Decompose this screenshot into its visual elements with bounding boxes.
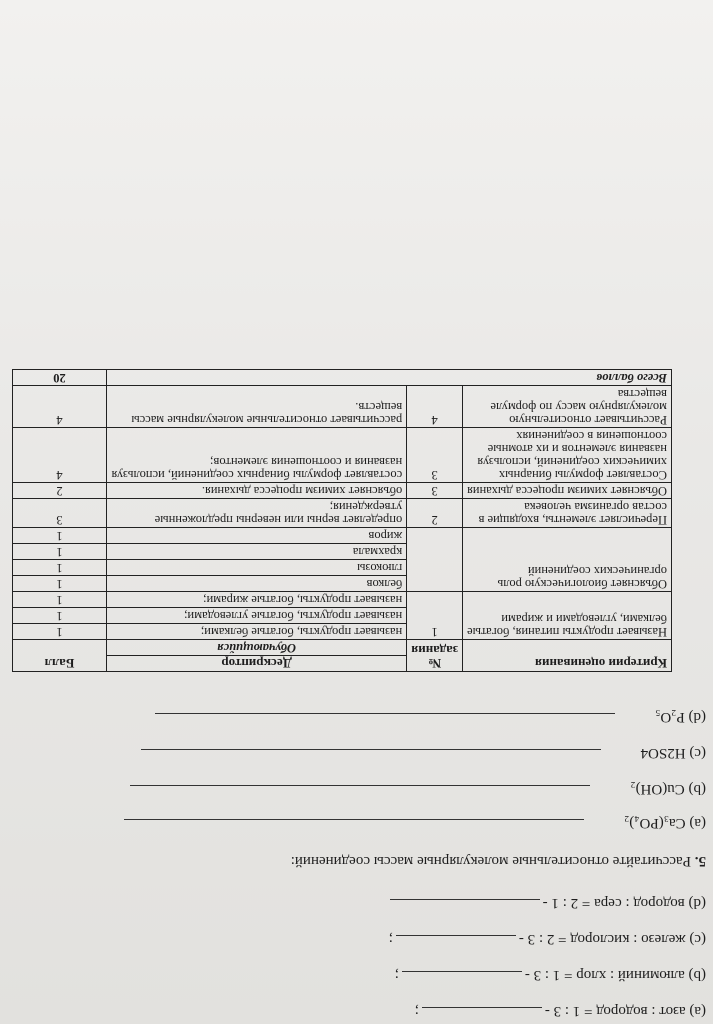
- answer-blank: [390, 899, 540, 912]
- task-item-end: ;: [388, 931, 393, 947]
- descriptor-cell: глюкозы: [107, 560, 407, 576]
- formula-item: [138, 744, 706, 762]
- formula-label: (c) H2SO4: [640, 745, 706, 761]
- points-cell: 1: [13, 576, 107, 592]
- points-cell: 4: [13, 428, 107, 483]
- formula-item: [121, 814, 706, 832]
- task-item: [387, 894, 706, 912]
- answer-blank: [130, 785, 590, 798]
- task-5-heading: [291, 852, 706, 869]
- descriptor-cell: жиров: [107, 528, 407, 544]
- task-number: 5.: [694, 853, 706, 869]
- criteria-cell: Рассчитывает относительную молекулярную массу по формуле вещества: [463, 386, 672, 428]
- points-cell: 2: [13, 483, 107, 499]
- table-row: [13, 624, 672, 640]
- descriptor-cell: составляет формулы бинарных соединений, используя названия и соотношения элементов;: [107, 428, 407, 483]
- header-criteria: Критерии оценивания: [463, 640, 672, 672]
- formula-item: [152, 708, 706, 726]
- task-item-end: ;: [394, 967, 399, 983]
- task-number-cell: 4: [407, 386, 463, 428]
- task-item-label: (a) азот : водород = 1 : 3 -: [544, 1003, 706, 1019]
- points-cell: 3: [13, 499, 107, 528]
- formula-label: (a) Ca₃(PO₄)₂: [624, 815, 706, 831]
- task-number-cell: 2: [407, 499, 463, 528]
- points-cell: 1: [13, 592, 107, 608]
- header-student: Обучающийся: [107, 640, 407, 656]
- points-cell: 1: [13, 528, 107, 544]
- answer-blank: [402, 971, 522, 984]
- formula-label: (b) Cu(OH)₂: [630, 781, 706, 797]
- descriptor-cell: крахмала: [107, 544, 407, 560]
- task-number-cell: 3: [407, 428, 463, 483]
- points-cell: 1: [13, 560, 107, 576]
- criteria-cell: Объясняет химизм процесса дыхания: [463, 483, 672, 499]
- formula-label: (d) P₂O₅: [655, 709, 706, 725]
- answer-blank: [141, 749, 601, 762]
- task-item-end: ;: [414, 1003, 419, 1019]
- answer-blank: [155, 713, 615, 726]
- table-row: [13, 499, 672, 528]
- criteria-cell: Перечисляет элементы, входящие в состав организма человека: [463, 499, 672, 528]
- task-item-label: (c) железо : кислород = 2 : 3 -: [518, 931, 706, 947]
- total-points: 20: [13, 370, 107, 386]
- answer-blank: [422, 1007, 542, 1020]
- table-total-row: [13, 370, 672, 386]
- criteria-cell: Называет продукты питания, богатые белками, углеводами и жирами: [463, 592, 672, 640]
- points-cell: 1: [13, 624, 107, 640]
- answer-blank: [396, 935, 516, 948]
- task-number-cell: 3: [407, 483, 463, 499]
- answer-blank: [124, 819, 584, 832]
- total-label: Всего баллов: [107, 370, 672, 386]
- points-cell: 1: [13, 608, 107, 624]
- points-cell: 1: [13, 544, 107, 560]
- header-points: Балл: [13, 640, 107, 672]
- task-number-cell: 1: [407, 592, 463, 640]
- table-row: [13, 386, 672, 428]
- task-item: [389, 930, 706, 948]
- table-row: [13, 428, 672, 483]
- descriptor-cell: называет продукты, богатые углеводами;: [107, 608, 407, 624]
- descriptor-cell: называет продукты, богатые жирами;: [107, 592, 407, 608]
- assessment-criteria-table: [12, 369, 672, 672]
- formula-item: [127, 780, 706, 798]
- task-item-label: (b) алюминий : хлор = 1 : 3 -: [524, 967, 706, 983]
- table-row: [13, 483, 672, 499]
- table-row: [13, 576, 672, 592]
- descriptor-cell: называет продукты, богатые белками;: [107, 624, 407, 640]
- descriptor-cell: белков: [107, 576, 407, 592]
- criteria-cell: Составляет формулы бинарных химических соединений, используя названия элементов и их атомные соотношения в соединениях: [463, 428, 672, 483]
- header-task-number: № задания: [407, 640, 463, 672]
- table-header-row: [13, 656, 672, 672]
- criteria-cell: Объясняет биологическую роль органических соединений: [463, 528, 672, 592]
- task-item: [415, 1002, 706, 1020]
- descriptor-cell: рассчитывает относительные молекулярные массы веществ.: [107, 386, 407, 428]
- task-item-label: (d) водород : сера = 2 : 1 -: [542, 895, 706, 911]
- task-title: Рассчитайте относительные молекулярные массы соединений:: [290, 853, 691, 869]
- header-descriptor: Дескриптор: [107, 656, 407, 672]
- task-number-cell: [407, 528, 463, 592]
- points-cell: 4: [13, 386, 107, 428]
- descriptor-cell: объясняет химизм процесса дыхания.: [107, 483, 407, 499]
- task-item: [395, 966, 706, 984]
- descriptor-cell: определяет верны или неверны предложенные утверждения;: [107, 499, 407, 528]
